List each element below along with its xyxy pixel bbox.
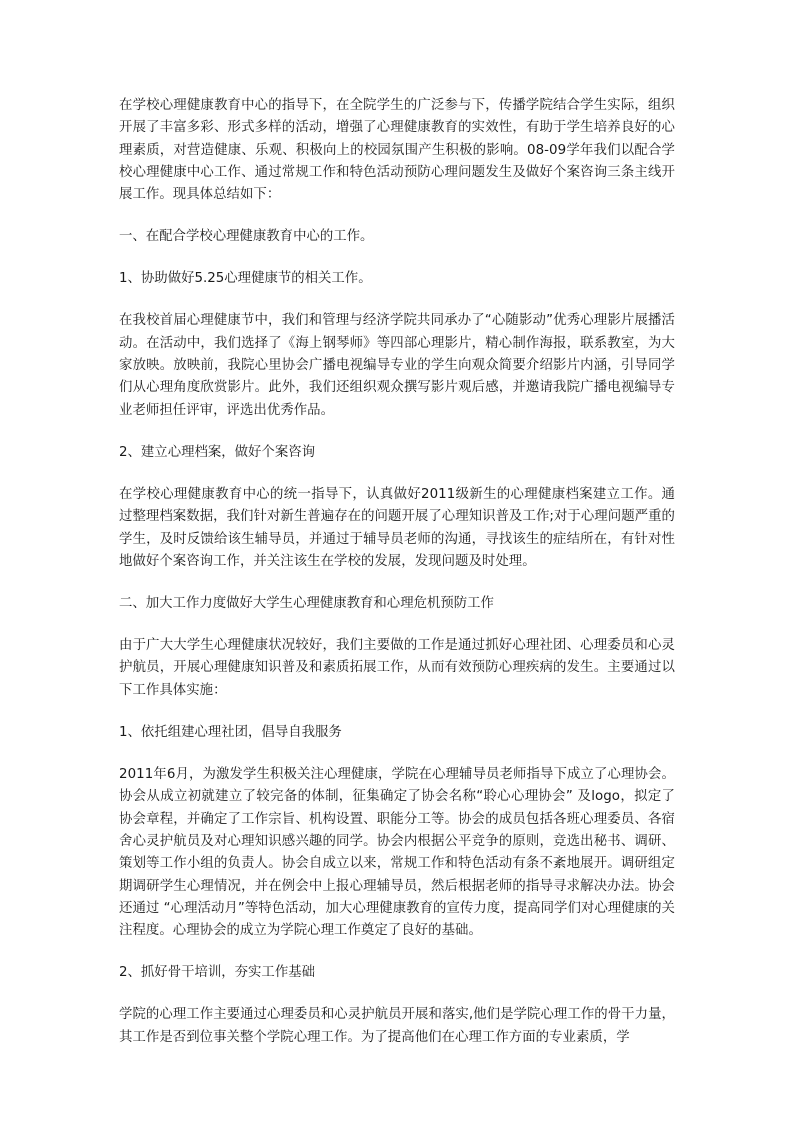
subsection-heading-2-2: 2、抓好骨干培训，夯实工作基础 (119, 965, 315, 981)
subsection-heading-2-1: 1、依托组建心理社团，倡导自我服务 (119, 725, 342, 741)
subsection-heading-1-2: 2、建立心理档案，做好个案咨询 (119, 444, 315, 460)
paragraph-prevention: 由于广大大学生心理健康状况较好，我们主要做的工作是通过抓好心理社团、心理委员和心灵护航员，开展心理健康知识普及和素质拓展工作，从而有效预防心理疾病的发生。主要通过以下工作具体实施： (119, 638, 675, 698)
paragraph-film-festival: 在我校首届心理健康节中，我们和管理与经济学院共同承办了“心随影动”优秀心理影片展播活动。在活动中，我们选择了《海上钢琴师》等四部心理影片，精心制作海报，联系教室，为大家放映。放映前，我院心里协会广播电视编导专业的学生向观众简要介绍影片内涵，引导同学们从心理角度欣赏影片。此外，我们还组织观众撰写影片观后感，并邀请我院广播电视编导专业老师担任评审，评选出优秀作品。 (119, 313, 675, 418)
section-heading-1: 一、在配合学校心理健康教育中心的工作。 (119, 229, 374, 245)
paragraph-psych-records: 在学校心理健康教育中心的统一指导下，认真做好2011级新生的心理健康档案建立工作。通过整理档案数据，我们针对新生普遍存在的问题开展了心理知识普及工作;对于心理问题严重的学生，及时反馈给该生辅导员，并通过于辅导员老师的沟通，寻找该生的症结所在，有针对性地做好个案咨询工作，并关注该生在学校的发展，发现问题及时处理。 (119, 486, 675, 569)
subsection-heading-1-1: 1、协助做好5.25心理健康节的相关工作。 (119, 271, 372, 287)
paragraph-backbone-training: 学院的心理工作主要通过心理委员和心灵护航员开展和落实,他们是学院心理工作的骨干力量，其工作是否到位事关整个学院心理工作。为了提高他们在心理工作方面的专业素质，学 (119, 1007, 675, 1045)
paragraph-psych-association: 2011年6月，为激发学生积极关注心理健康，学院在心理辅导员老师指导下成立了心理协会。协会从成立初就建立了较完备的体制，征集确定了协会名称“聆心心理协会” 及logo，拟定了协会章程，并确定了工作宗旨、机构设置、职能分工等。协会的成员包括各班心理委员、各宿舍心灵护航员及对心理知识感兴趣的同学。协会内根据公平竞争的原则，竞选出秘书、调研、策划等工作小组的负责人。协会自成立以来，常规工作和特色活动有条不紊地展开。调研组定期调研学生心理情况，并在例会中上报心理辅导员，然后根据老师的指导寻求解决办法。协会还通过 “心理活动月”等特色活动，加大心理健康教育的宣传力度，提高同学们对心理健康的关注程度。心理协会的成立为学院心理工作奠定了良好的基础。 (119, 767, 675, 939)
document-body (119, 95, 675, 1069)
intro-paragraph: 在学校心理健康教育中心的指导下，在全院学生的广泛参与下，传播学院结合学生实际，组织开展了丰富多彩、形式多样的活动，增强了心理健康教育的实效性，有助于学生培养良好的心理素质，对营造健康、乐观、积极向上的校园氛围产生积极的影响。08-09学年我们以配合学校心理健康中心工作、通过常规工作和特色活动预防心理问题发生及做好个案咨询三条主线开展工作。现具体总结如下： (119, 98, 675, 203)
section-heading-2: 二、加大工作力度做好大学生心理健康教育和心理危机预防工作 (119, 596, 494, 612)
